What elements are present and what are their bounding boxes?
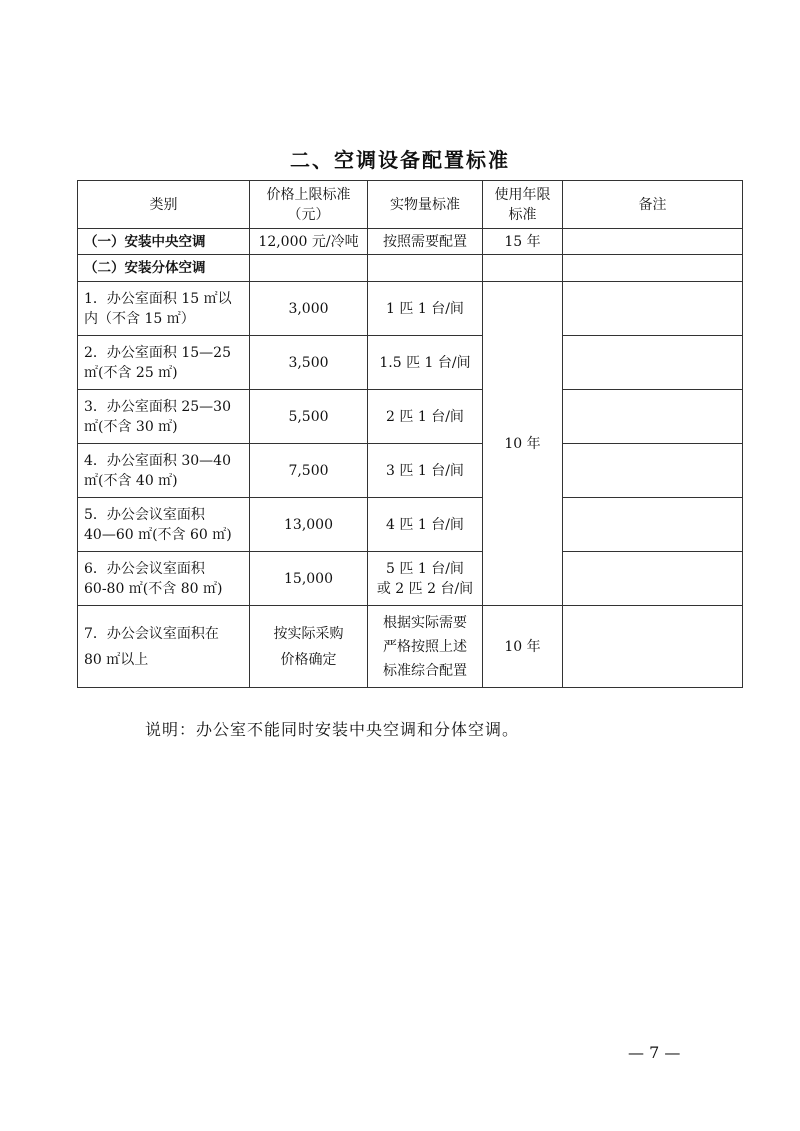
row-remark [563,390,743,444]
table-row [78,498,743,552]
row-quantity: 根据实际需要 严格按照上述 标准综合配置 [368,606,483,688]
split-ac-group-label: （二）安装分体空调 [78,255,250,282]
header-remark: 备注 [563,181,743,229]
row-remark [563,552,743,606]
row-category: 1．办公室面积 15 ㎡以 内（不含 15 ㎡） [78,282,250,336]
ac-standard-table [77,180,743,688]
row-price: 3,000 [250,282,368,336]
row-price: 7,500 [250,444,368,498]
split-ac-group-row [78,255,743,282]
page-title: 二、空调设备配置标准 [290,148,510,172]
header-category: 类别 [78,181,250,229]
row-remark [563,336,743,390]
central-ac-quantity: 按照需要配置 [368,229,483,255]
row-price: 按实际采购 价格确定 [250,606,368,688]
shared-years-cell: 10 年 [483,282,563,606]
row-category: 6．办公会议室面积 60-80 ㎡(不含 80 ㎡) [78,552,250,606]
row-quantity: 3 匹 1 台/间 [368,444,483,498]
table-header-row [78,181,743,229]
table-row [78,444,743,498]
row-quantity: 1.5 匹 1 台/间 [368,336,483,390]
row-remark [563,498,743,552]
table-row [78,552,743,606]
table-row [78,282,743,336]
row-quantity: 1 匹 1 台/间 [368,282,483,336]
footnote: 说明：办公室不能同时安装中央空调和分体空调。 [145,720,520,739]
header-price: 价格上限标准 （元） [250,181,368,229]
central-ac-label: （一）安装中央空调 [78,229,250,255]
row-remark [563,606,743,688]
central-ac-row [78,229,743,255]
row-category: 7．办公会议室面积在 80 ㎡以上 [78,606,250,688]
row-quantity: 5 匹 1 台/间 或 2 匹 2 台/间 [368,552,483,606]
row-category: 5．办公会议室面积 40—60 ㎡(不含 60 ㎡) [78,498,250,552]
page-number: — 7 — [628,1043,681,1062]
row-price: 13,000 [250,498,368,552]
header-years: 使用年限 标准 [483,181,563,229]
row-category: 4．办公室面积 30—40 ㎡(不含 40 ㎡) [78,444,250,498]
table-row-last [78,606,743,688]
row-remark [563,282,743,336]
row-quantity: 4 匹 1 台/间 [368,498,483,552]
row-category: 3．办公室面积 25—30 ㎡(不含 30 ㎡) [78,390,250,444]
empty-cell [368,255,483,282]
central-ac-years: 15 年 [483,229,563,255]
table-row [78,390,743,444]
table-row [78,336,743,390]
row-price: 3,500 [250,336,368,390]
row-category: 2．办公室面积 15—25 ㎡(不含 25 ㎡) [78,336,250,390]
empty-cell [563,255,743,282]
central-ac-price: 12,000 元/冷吨 [250,229,368,255]
row-quantity: 2 匹 1 台/间 [368,390,483,444]
header-quantity: 实物量标准 [368,181,483,229]
row-price: 15,000 [250,552,368,606]
row-years: 10 年 [483,606,563,688]
empty-cell [483,255,563,282]
central-ac-remark [563,229,743,255]
empty-cell [250,255,368,282]
row-remark [563,444,743,498]
row-price: 5,500 [250,390,368,444]
